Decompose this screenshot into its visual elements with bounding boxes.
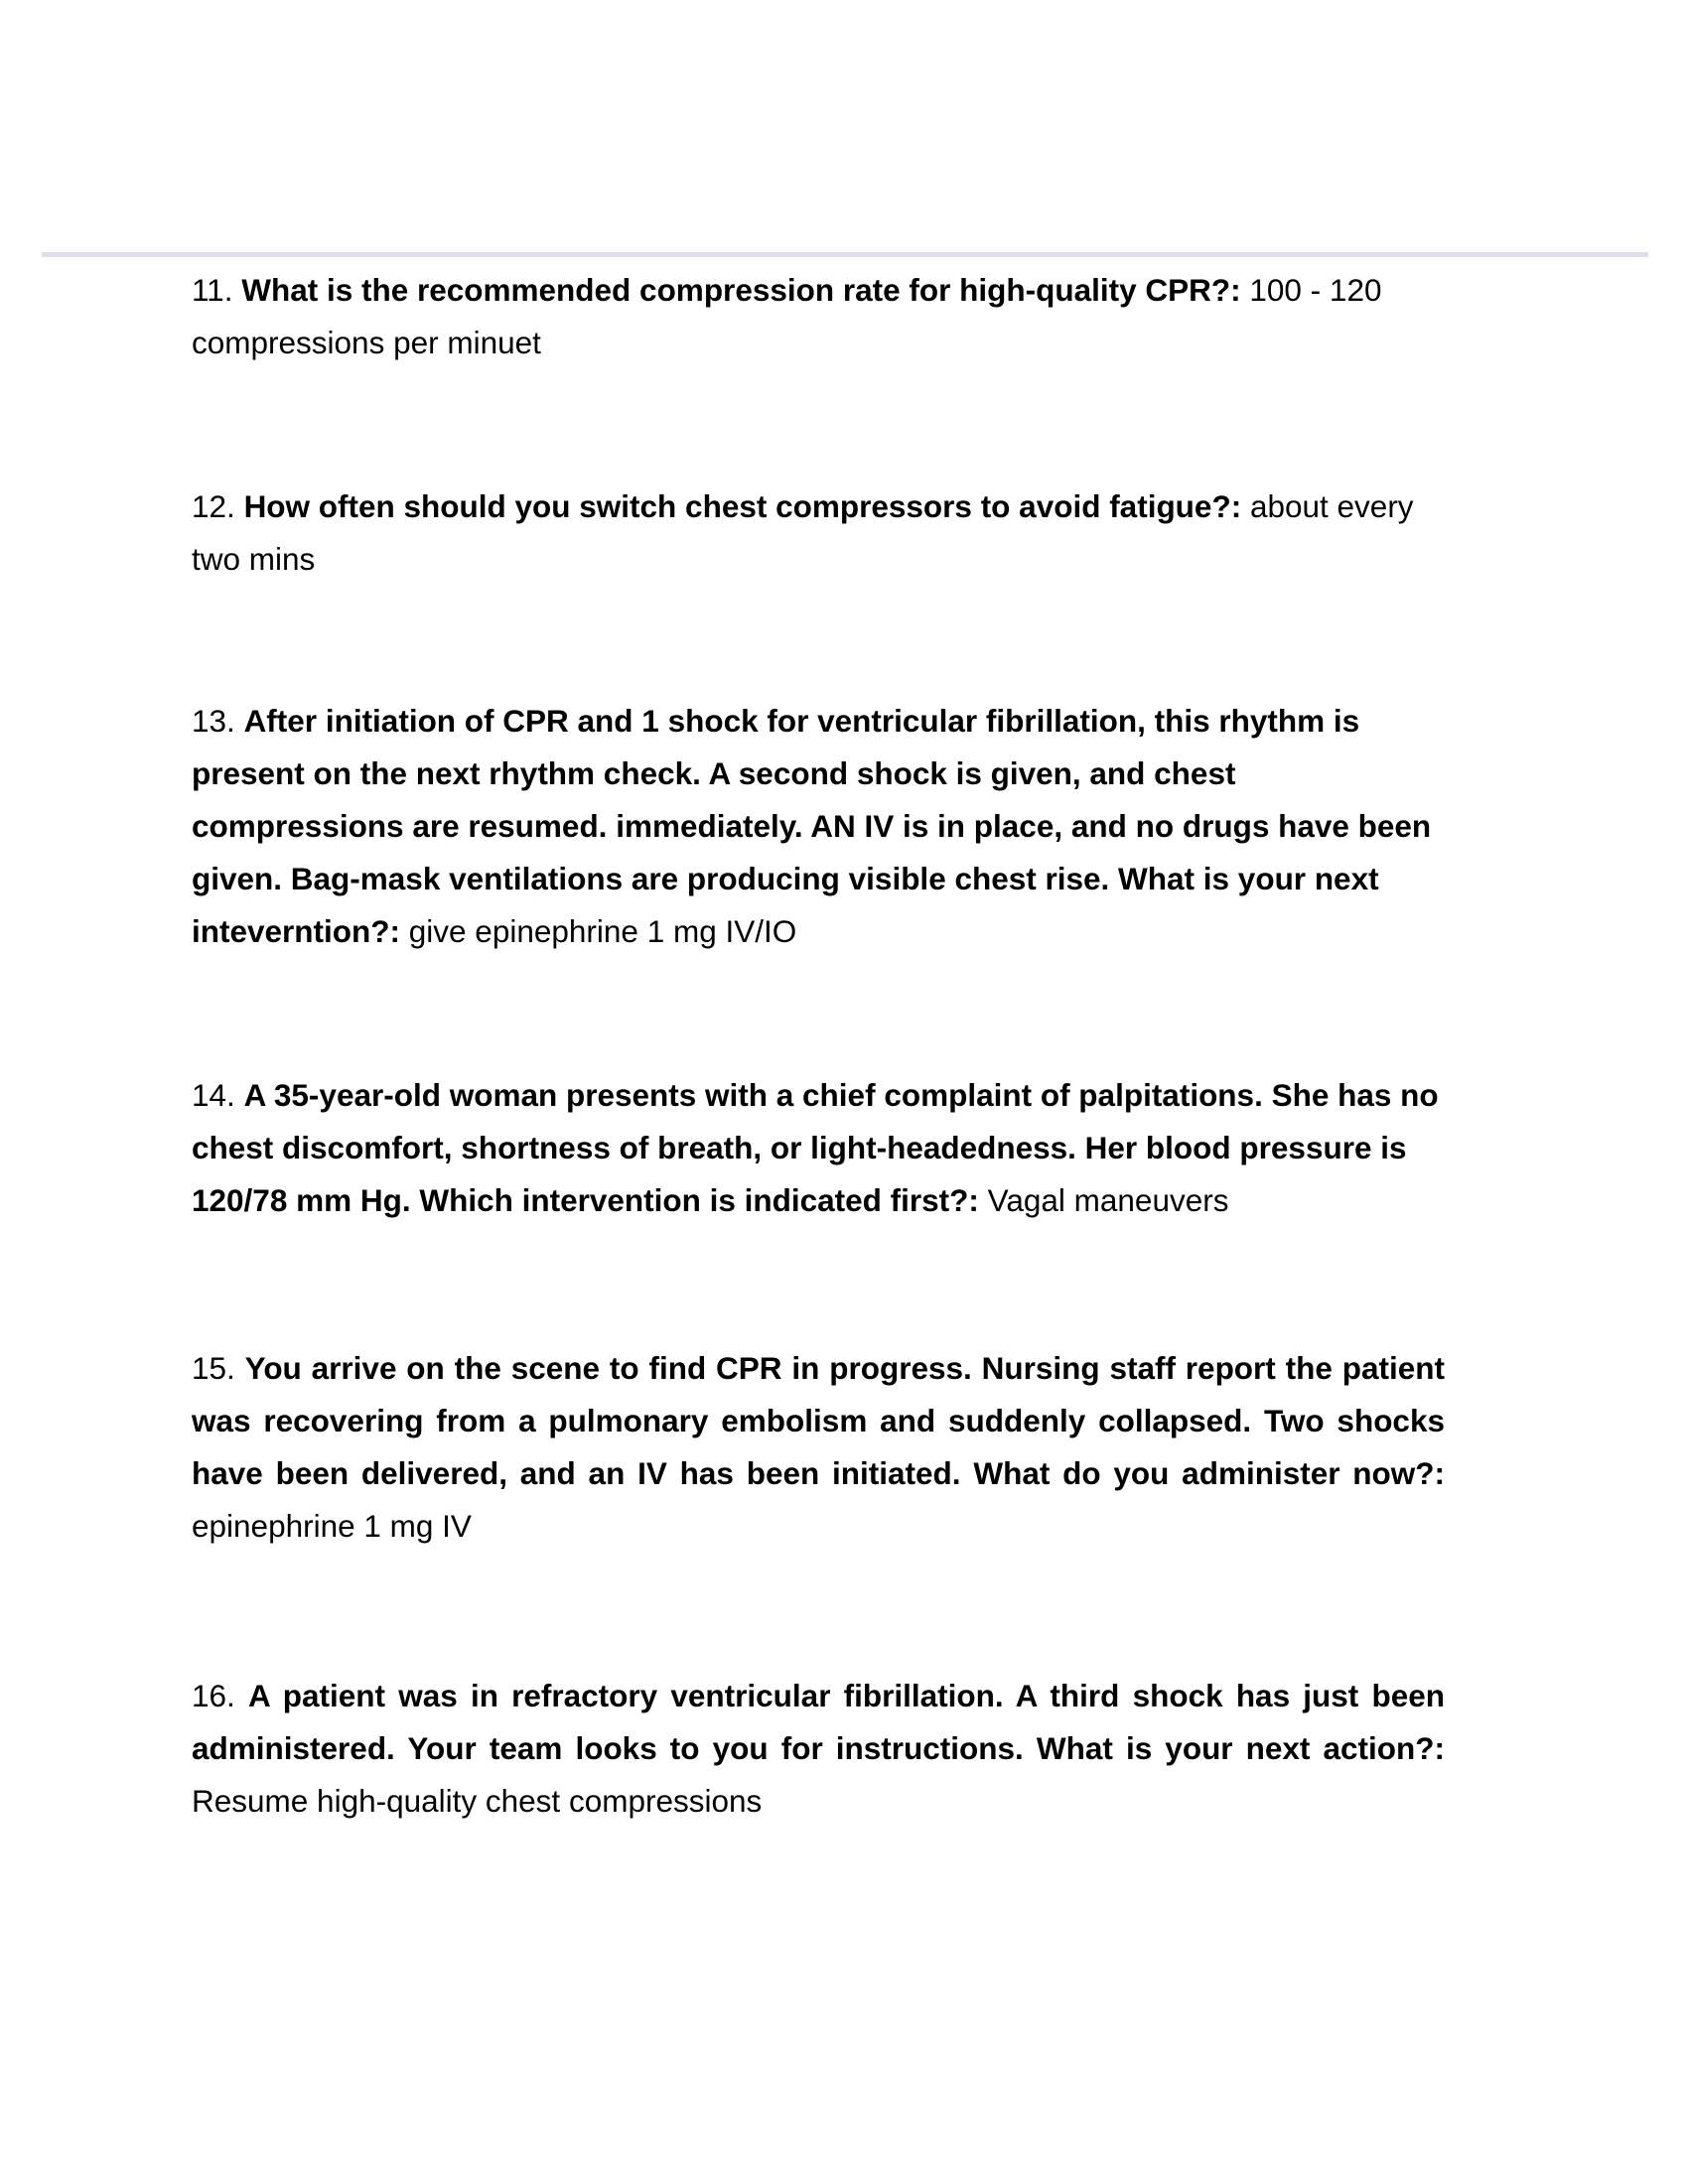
answer-text: 100 - 120 compressions per minuet (192, 272, 1382, 360)
question-number: 14. (192, 1077, 235, 1113)
answer-text: give epinephrine 1 mg IV/IO (408, 913, 797, 949)
header-divider-rule (42, 252, 1648, 257)
qa-item-16 (192, 1670, 1445, 1828)
question-number: 11. (192, 272, 233, 308)
qa-item-13 (192, 695, 1445, 958)
answer-text: Vagal maneuvers (987, 1182, 1229, 1218)
qa-item-11 (192, 264, 1445, 369)
question-number: 12. (192, 488, 235, 524)
question-text: A patient was in refractory ventricular fibrillation. A third shock has just been administered. Your team looks to you for instructions. What is your next action?: (192, 1678, 1445, 1766)
qa-item-12 (192, 480, 1445, 586)
question-text: After initiation of CPR and 1 shock for ventricular fibrillation, this rhythm is present on the next rhythm check. A second shock is given, and chest compressions are resumed. immediately. AN IV is in place, and no drugs have been given. Bag-mask ventilations are producing visible chest rise. What is your next inteverntion?: (192, 703, 1432, 949)
question-text: You arrive on the scene to find CPR in progress. Nursing staff report the patient was recovering from a pulmonary embolism and suddenly collapsed. Two shocks have been delivered, and an IV has been initiated. What do you administer now?: (192, 1350, 1445, 1491)
question-number: 13. (192, 703, 235, 739)
question-number: 15. (192, 1350, 235, 1386)
question-text: A 35-year-old woman presents with a chief complaint of palpitations. She has no chest discomfort, shortness of breath, or light-headedness. Her blood pressure is 120/78 mm Hg. Which intervention is indicated first?: (192, 1077, 1439, 1218)
question-number: 16. (192, 1678, 235, 1713)
answer-text: epinephrine 1 mg IV (192, 1508, 472, 1544)
qa-item-15 (192, 1342, 1445, 1553)
qa-list (192, 264, 1445, 1828)
question-text: How often should you switch chest compressors to avoid fatigue?: (243, 488, 1242, 524)
question-text: What is the recommended compression rate for high-quality CPR?: (241, 272, 1241, 308)
qa-item-14 (192, 1069, 1445, 1227)
answer-text: about every two mins (192, 488, 1414, 577)
answer-text: Resume high-quality chest compressions (192, 1783, 763, 1819)
